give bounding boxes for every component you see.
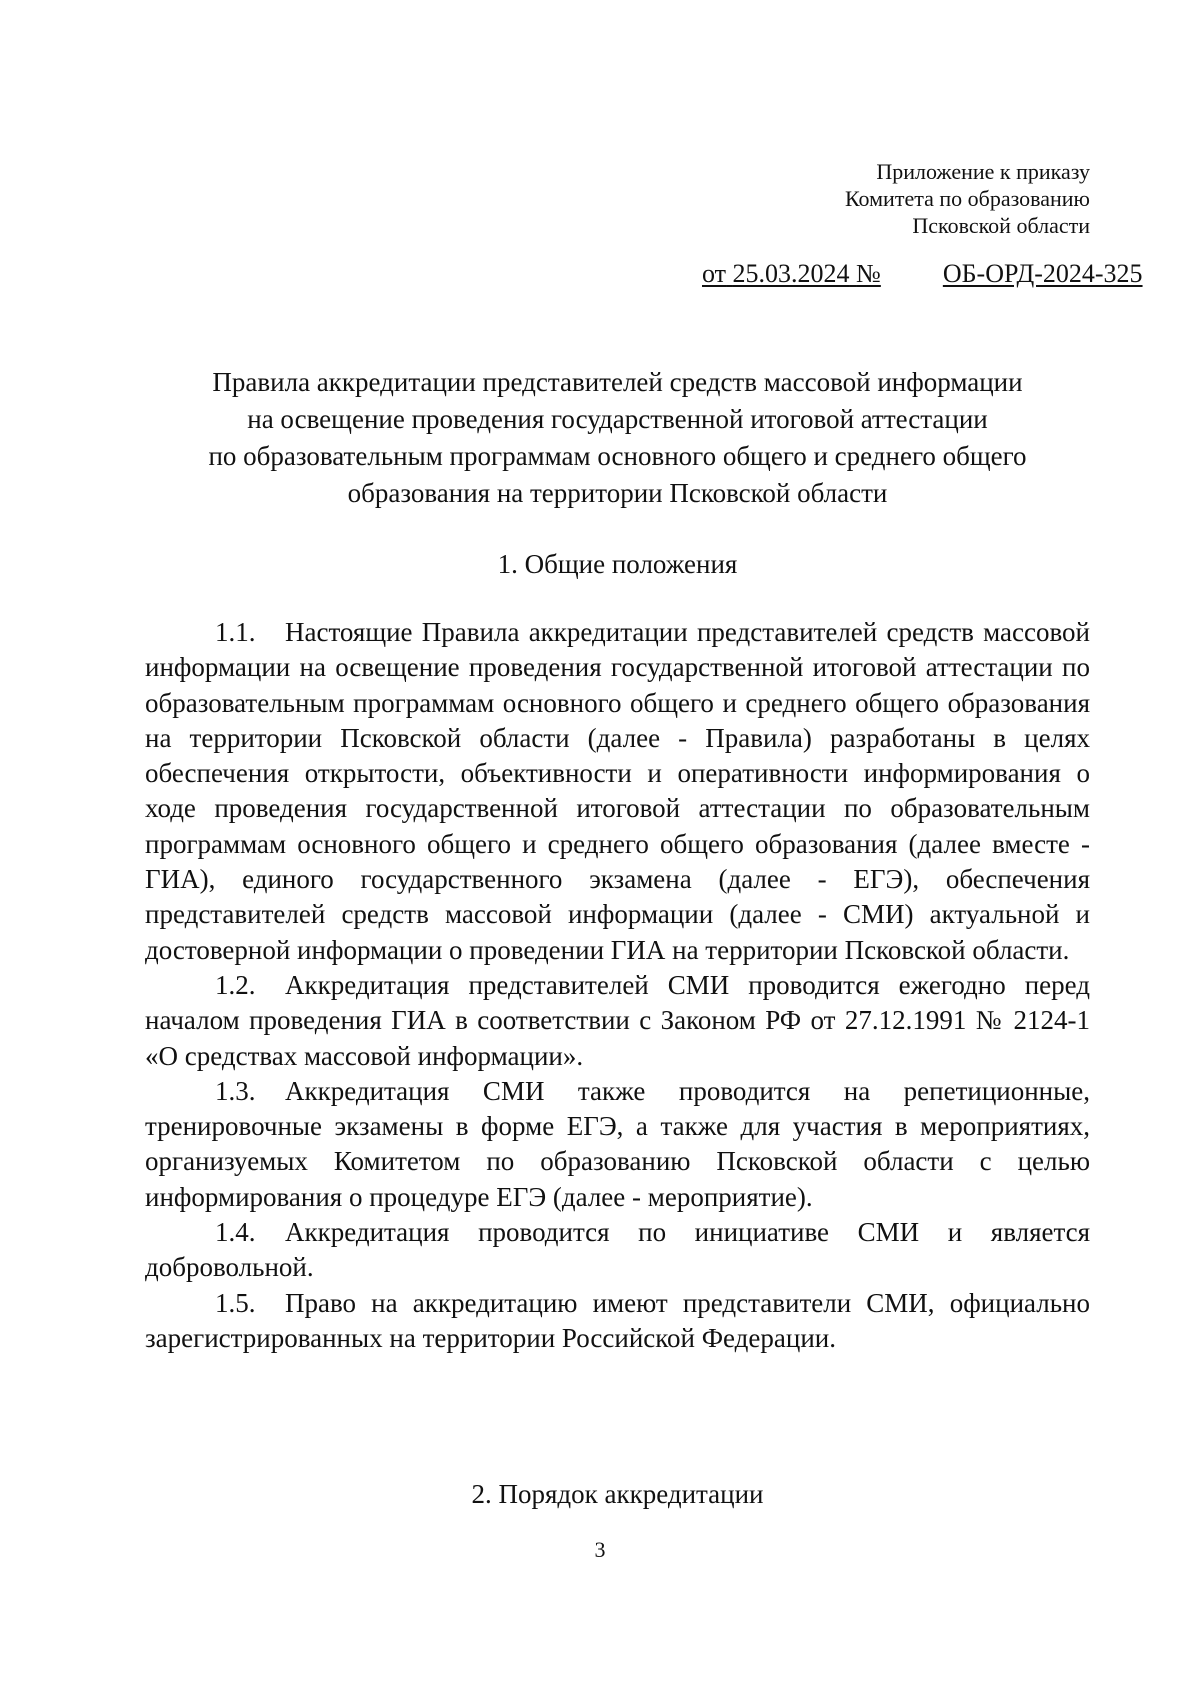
appendix-header	[845, 158, 1090, 239]
document-title	[145, 364, 1090, 512]
section-heading-general: 1. Общие положения	[497, 549, 738, 579]
order-number: ОБ-ОРД-2024-325	[942, 259, 1143, 288]
paragraph	[145, 1286, 1090, 1357]
paragraph-number: 1.3.	[215, 1075, 256, 1106]
paragraph-text: Аккредитация проводится по инициативе СМИ и является добровольной.	[145, 1217, 1090, 1283]
paragraph-number: 1.4.	[215, 1217, 256, 1248]
appendix-header-line: Псковской области	[912, 213, 1090, 238]
paragraph	[145, 615, 1090, 968]
section-body-general	[145, 615, 1090, 1356]
paragraph-number: 1.1.	[215, 617, 256, 647]
appendix-header-line: Комитета по образованию	[844, 186, 1090, 211]
title-line: на освещение проведения государственной итоговой аттестации	[247, 404, 988, 434]
appendix-header-line: Приложение к приказу	[876, 159, 1090, 184]
title-line: образования на территории Псковской области	[347, 478, 888, 508]
paragraph-text: Аккредитация представителей СМИ проводится ежегодно перед началом проведения ГИА в соответствии с Законом РФ от 27.12.1991 № 2124-1 «О средствах массовой информации».	[145, 969, 1090, 1071]
paragraph-text: Право на аккредитацию имеют представители СМИ, официально зарегистрированных на территории Российской Федерации.	[145, 1287, 1090, 1353]
order-number-sign: №	[856, 259, 881, 288]
page-number: 3	[594, 1537, 606, 1562]
paragraph-text: Настоящие Правила аккредитации представителей средств массовой информации на освещение проведения государственной итоговой аттестации по образовательным программам основного общего и среднего общего образования на территории Псковской области (далее - Правила) разработаны в целях обеспечения открытости, объективности и оперативности информирования о ходе проведения государственной итоговой аттестации по образовательным программам основного общего и среднего общего образования (далее вместе - ГИА), единого государственного экзамена (далее - ЕГЭ), обеспечения представителей средств массовой информации (далее - СМИ) актуальной и достоверной информации о проведении ГИА на территории Псковской области.	[145, 617, 1090, 965]
order-date-prefix: от	[702, 259, 727, 288]
title-line: Правила аккредитации представителей средств массовой информации	[212, 367, 1023, 397]
paragraph	[145, 1215, 1090, 1286]
title-line: по образовательным программам основного общего и среднего общего	[208, 441, 1027, 471]
paragraph	[145, 1074, 1090, 1215]
paragraph	[145, 968, 1090, 1074]
order-date: 25.03.2024	[732, 259, 850, 288]
paragraph-number: 1.5.	[215, 1287, 256, 1318]
section-heading-accreditation-procedure: 2. Порядок аккредитации	[471, 1479, 764, 1509]
order-reference	[702, 258, 1143, 290]
paragraph-number: 1.2.	[215, 969, 256, 1000]
paragraph-text: Аккредитация СМИ также проводится на репетиционные, тренировочные экзамены в форме ЕГЭ, а также для участия в мероприятиях, организуемых Комитетом по образованию Псковской области с целью информирования о процедуре ЕГЭ (далее - мероприятие).	[145, 1075, 1090, 1212]
